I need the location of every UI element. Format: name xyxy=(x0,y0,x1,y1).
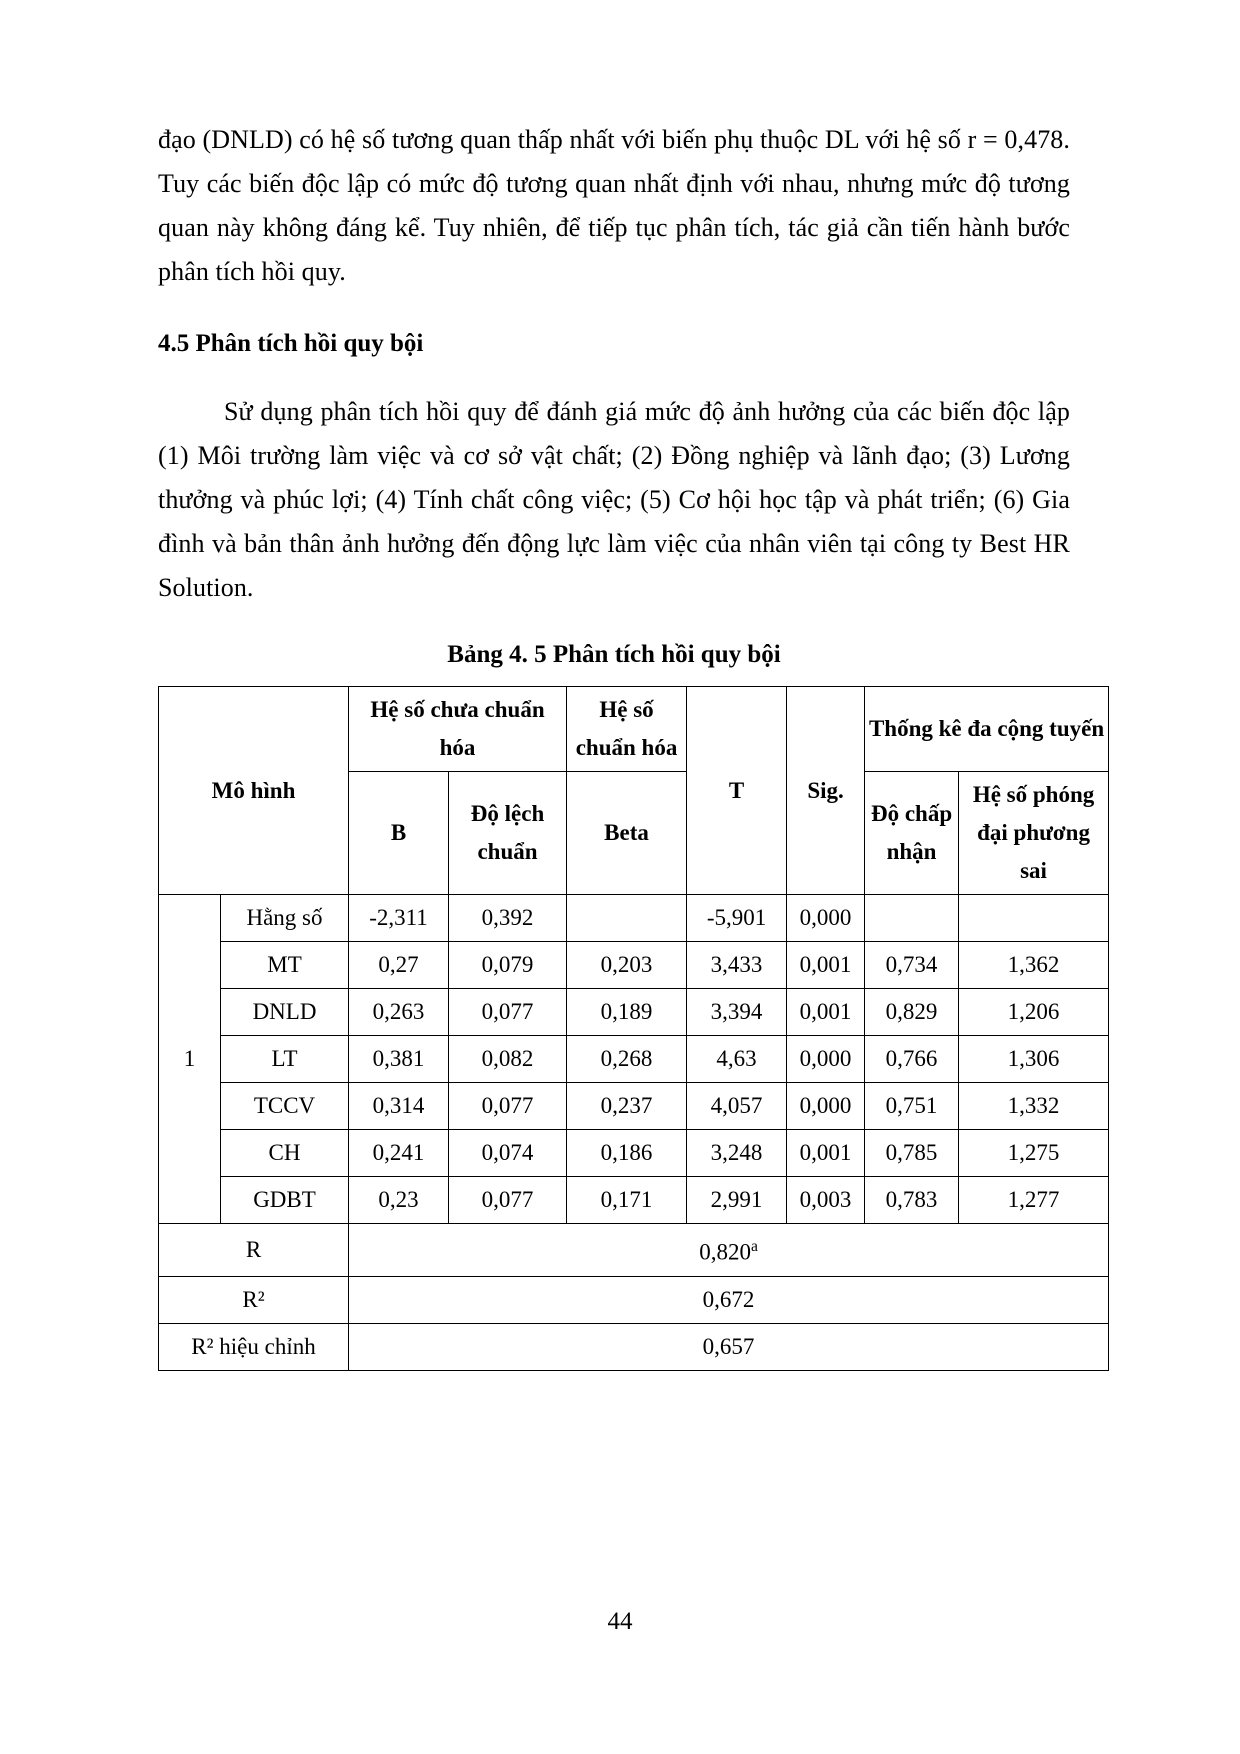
cell-sig: 0,001 xyxy=(787,989,865,1036)
cell-b: 0,27 xyxy=(349,942,449,989)
cell-vif: 1,332 xyxy=(959,1083,1109,1130)
cell-tolerance xyxy=(865,895,959,942)
cell-tolerance: 0,829 xyxy=(865,989,959,1036)
cell-sig: 0,000 xyxy=(787,895,865,942)
header-model: Mô hình xyxy=(159,687,349,895)
cell-std-error: 0,077 xyxy=(449,1177,567,1224)
cell-b: 0,314 xyxy=(349,1083,449,1130)
header-std-error: Độ lệch chuẩn xyxy=(449,772,567,895)
cell-tolerance: 0,766 xyxy=(865,1036,959,1083)
page-number: 44 xyxy=(607,1608,633,1635)
cell-sig: 0,000 xyxy=(787,1036,865,1083)
row-label: DNLD xyxy=(221,989,349,1036)
header-tolerance: Độ chấp nhận xyxy=(865,772,959,895)
cell-vif: 1,306 xyxy=(959,1036,1109,1083)
row-label: Hằng số xyxy=(221,895,349,942)
cell-beta: 0,189 xyxy=(567,989,687,1036)
cell-tolerance: 0,783 xyxy=(865,1177,959,1224)
summary-value xyxy=(349,1224,1109,1277)
cell-std-error: 0,074 xyxy=(449,1130,567,1177)
cell-tolerance: 0,751 xyxy=(865,1083,959,1130)
cell-t: 4,057 xyxy=(687,1083,787,1130)
cell-beta: 0,203 xyxy=(567,942,687,989)
cell-tolerance: 0,785 xyxy=(865,1130,959,1177)
paragraph-continuation: đạo (DNLD) có hệ số tương quan thấp nhất với biến phụ thuộc DL với hệ số r = 0,478. Tuy các biến độc lập có mức độ tương quan nhất định với nhau, nhưng mức độ tương quan này không đáng kể. Tuy nhiên, để tiếp tục phân tích, tác giả cần tiến hành bước phân tích hồi quy. xyxy=(158,125,1070,286)
regression-table xyxy=(158,686,1109,1371)
row-label: LT xyxy=(221,1036,349,1083)
cell-std-error: 0,077 xyxy=(449,1083,567,1130)
header-collinearity: Thống kê đa cộng tuyến xyxy=(865,687,1109,772)
table-row xyxy=(159,1083,1109,1130)
cell-std-error: 0,082 xyxy=(449,1036,567,1083)
table-row xyxy=(159,895,1109,942)
summary-label: R² xyxy=(159,1276,349,1323)
summary-row-r2 xyxy=(159,1276,1109,1323)
cell-b: -2,311 xyxy=(349,895,449,942)
cell-std-error: 0,392 xyxy=(449,895,567,942)
cell-b: 0,241 xyxy=(349,1130,449,1177)
row-label: GDBT xyxy=(221,1177,349,1224)
table-row xyxy=(159,1130,1109,1177)
cell-sig: 0,001 xyxy=(787,942,865,989)
cell-t: 2,991 xyxy=(687,1177,787,1224)
cell-t: -5,901 xyxy=(687,895,787,942)
cell-vif: 1,362 xyxy=(959,942,1109,989)
cell-t: 4,63 xyxy=(687,1036,787,1083)
header-vif: Hệ số phóng đại phương sai xyxy=(959,772,1109,895)
header-standardized: Hệ số chuẩn hóa xyxy=(567,687,687,772)
cell-t: 3,433 xyxy=(687,942,787,989)
paragraph-regression-intro: Sử dụng phân tích hồi quy để đánh giá mức độ ảnh hưởng của các biến độc lập (1) Môi trường làm việc và cơ sở vật chất; (2) Đồng nghiệp và lãnh đạo; (3) Lương thưởng và phúc lợi; (4) Tính chất công việc; (5) Cơ hội học tập và phát triển; (6) Gia đình và bản thân ảnh hưởng đến động lực làm việc của nhân viên tại công ty Best HR Solution. xyxy=(158,397,1070,602)
header-t: T xyxy=(687,687,787,895)
cell-vif: 1,275 xyxy=(959,1130,1109,1177)
page-content xyxy=(158,118,1105,1371)
cell-std-error: 0,079 xyxy=(449,942,567,989)
summary-label: R xyxy=(159,1224,349,1277)
cell-beta: 0,186 xyxy=(567,1130,687,1177)
row-label: CH xyxy=(221,1130,349,1177)
cell-tolerance: 0,734 xyxy=(865,942,959,989)
cell-sig: 0,000 xyxy=(787,1083,865,1130)
header-sig: Sig. xyxy=(787,687,865,895)
table-row xyxy=(159,1177,1109,1224)
row-label: TCCV xyxy=(221,1083,349,1130)
cell-std-error: 0,077 xyxy=(449,989,567,1036)
summary-row-r2-adj xyxy=(159,1323,1109,1370)
header-beta: Beta xyxy=(567,772,687,895)
summary-row-r xyxy=(159,1224,1109,1277)
row-label: MT xyxy=(221,942,349,989)
cell-sig: 0,001 xyxy=(787,1130,865,1177)
table-row xyxy=(159,1036,1109,1083)
cell-sig: 0,003 xyxy=(787,1177,865,1224)
section-heading-4-5: 4.5 Phân tích hồi quy bội xyxy=(158,330,424,357)
table-row xyxy=(159,989,1109,1036)
cell-t: 3,394 xyxy=(687,989,787,1036)
model-number-cell: 1 xyxy=(159,895,221,1224)
table-body xyxy=(159,895,1109,1371)
cell-vif: 1,277 xyxy=(959,1177,1109,1224)
header-unstandardized: Hệ số chưa chuẩn hóa xyxy=(349,687,567,772)
summary-superscript: a xyxy=(750,1238,758,1255)
cell-b: 0,263 xyxy=(349,989,449,1036)
table-caption: Bảng 4. 5 Phân tích hồi quy bội xyxy=(447,641,781,668)
cell-beta: 0,237 xyxy=(567,1083,687,1130)
summary-value: 0,672 xyxy=(349,1276,1109,1323)
summary-value: 0,657 xyxy=(349,1323,1109,1370)
cell-t: 3,248 xyxy=(687,1130,787,1177)
cell-b: 0,381 xyxy=(349,1036,449,1083)
cell-b: 0,23 xyxy=(349,1177,449,1224)
table-header-row-1 xyxy=(159,687,1109,772)
cell-vif xyxy=(959,895,1109,942)
summary-value-text: 0,820 xyxy=(699,1239,751,1265)
summary-label: R² hiệu chỉnh xyxy=(159,1323,349,1370)
table-row xyxy=(159,942,1109,989)
cell-beta xyxy=(567,895,687,942)
cell-beta: 0,268 xyxy=(567,1036,687,1083)
cell-beta: 0,171 xyxy=(567,1177,687,1224)
cell-vif: 1,206 xyxy=(959,989,1109,1036)
header-b: B xyxy=(349,772,449,895)
